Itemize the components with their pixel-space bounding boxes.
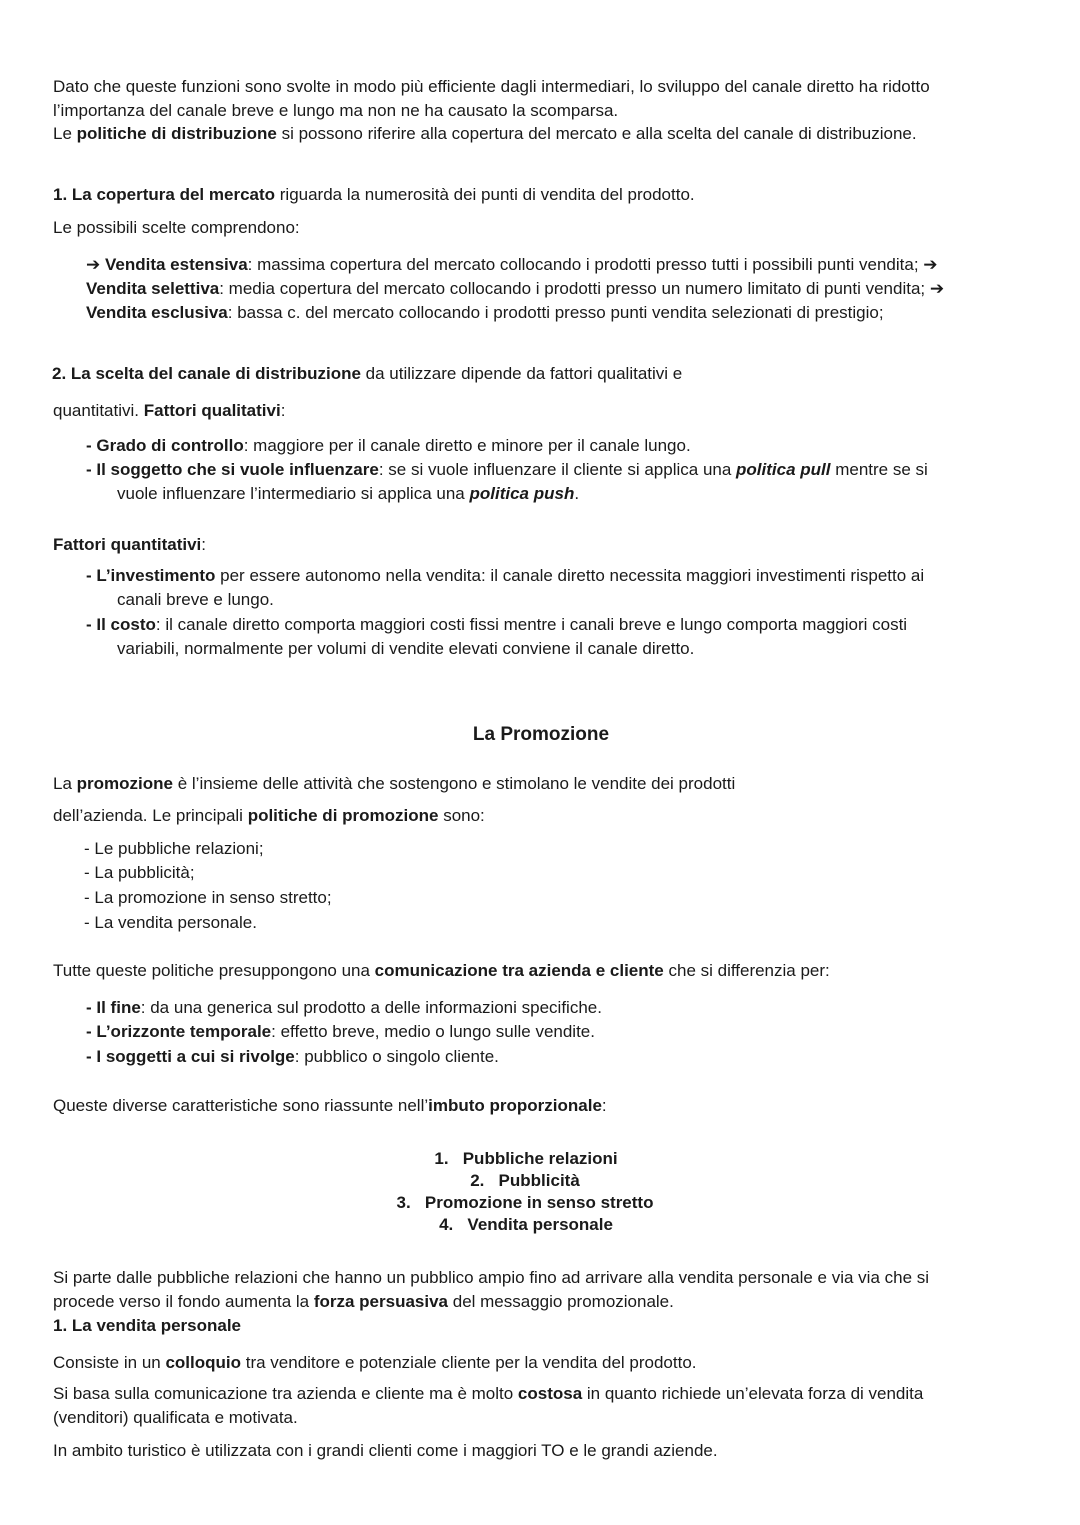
bold-text: - L’investimento [86, 566, 216, 585]
text: in quanto richiede un’elevata forza di vendita [582, 1384, 924, 1403]
text: - La promozione in senso stretto; [84, 888, 332, 907]
bold-text: forza persuasiva [313, 1292, 449, 1311]
bold-text: comunicazione tra azienda e cliente [374, 961, 664, 980]
bold-text: Vendita selettiva [86, 279, 220, 298]
funnel-item [470, 1171, 580, 1191]
bold-text: politiche di distribuzione [76, 124, 277, 143]
bold-text: 1. La copertura del mercato [53, 185, 276, 204]
text-line [53, 961, 830, 981]
text-line [86, 1047, 499, 1067]
text: : da una generica sul prodotto a delle informazioni specifiche. [140, 998, 602, 1017]
text-line [84, 839, 264, 859]
text-line [53, 1353, 697, 1373]
text-line [53, 1384, 923, 1404]
text-line [53, 1408, 298, 1428]
text: : se si vuole influenzare il cliente si applica una [378, 460, 737, 479]
bold-text: - L’orizzonte temporale [86, 1022, 272, 1041]
text: si possono riferire alla copertura del mercato e alla scelta del canale di distribuzione. [276, 124, 917, 143]
text: : maggiore per il canale diretto e minore per il canale lungo. [243, 436, 691, 455]
text-line [53, 77, 930, 97]
text-line [84, 913, 257, 933]
bold-text: - Il costo [86, 615, 156, 634]
text: : [280, 401, 286, 420]
text: riguarda la numerosità dei punti di vendita del prodotto. [275, 185, 695, 204]
bold-text: 1. La vendita personale [53, 1316, 242, 1335]
text: ➔ [86, 255, 105, 274]
bold-text: 3. Promozione in senso stretto [396, 1193, 654, 1212]
text: sono: [438, 806, 485, 825]
text: - Le pubbliche relazioni; [84, 839, 264, 858]
text-line [86, 255, 938, 275]
text: dell’azienda. Le principali [53, 806, 248, 825]
bold-text: - I soggetti a cui si rivolge [86, 1047, 295, 1066]
section-title [473, 725, 609, 745]
text: che si differenzia per: [663, 961, 830, 980]
text-line [86, 460, 928, 480]
bold-text: La Promozione [472, 724, 610, 745]
text-line [53, 1096, 607, 1116]
text: : massima copertura del mercato collocando i prodotti presso tutti i possibili punti vendita; ➔ [247, 255, 938, 274]
text: : effetto breve, medio o lungo sulle vendite. [271, 1022, 595, 1041]
text: . [574, 484, 580, 503]
text: Si parte dalle pubbliche relazioni che hanno un pubblico ampio fino ad arrivare alla vendita personale e via via che si [53, 1268, 930, 1287]
text-line [53, 774, 735, 794]
text-line [53, 401, 285, 421]
text: Dato che queste funzioni sono svolte in modo più efficiente dagli intermediari, lo sviluppo del canale diretto ha ridotto [53, 77, 930, 96]
text-line [86, 1022, 595, 1042]
text-line [86, 615, 907, 635]
bold-text: 2. Pubblicità [470, 1171, 580, 1190]
text-line [53, 1441, 718, 1461]
text-line [53, 101, 618, 121]
text: Consiste in un [53, 1353, 166, 1372]
text: è l’insieme delle attività che sostengono e stimolano le vendite dei prodotti [172, 774, 736, 793]
text: Si basa sulla comunicazione tra azienda e cliente ma è molto [53, 1384, 518, 1403]
text: Queste diverse caratteristiche sono riassunte nell’ [53, 1096, 429, 1115]
text-line [86, 303, 884, 323]
text-line [117, 639, 694, 659]
bold-text: - Grado di controllo [86, 436, 244, 455]
bold-text: - Il fine [86, 998, 141, 1017]
text-line [84, 888, 332, 908]
text: : pubblico o singolo cliente. [294, 1047, 499, 1066]
text-line [117, 484, 579, 504]
text: (venditori) qualificata e motivata. [53, 1408, 298, 1427]
text: - La pubblicità; [84, 863, 195, 882]
text-line [86, 436, 691, 456]
text-line [117, 590, 274, 610]
text: Tutte queste politiche presuppongono una [53, 961, 375, 980]
funnel-item [397, 1193, 654, 1213]
text: : media copertura del mercato collocando i prodotti presso un numero limitato di punti vendita; ➔ [219, 279, 945, 298]
text: canali breve e lungo. [117, 590, 274, 609]
bold-text: Vendita estensiva [104, 255, 248, 274]
bold-text: 4. Vendita personale [439, 1215, 613, 1234]
text-line [84, 863, 195, 883]
text-line [86, 998, 602, 1018]
text: La [53, 774, 77, 793]
text: mentre se si [830, 460, 928, 479]
text: : [201, 535, 207, 554]
bold-text: - Il soggetto che si vuole influenzare [86, 460, 379, 479]
text: da utilizzare dipende da fattori qualitativi e [360, 364, 683, 383]
text: procede verso il fondo aumenta la [53, 1292, 314, 1311]
bold-text: politiche di promozione [247, 806, 439, 825]
bold-text: Fattori quantitativi [53, 535, 202, 554]
text: In ambito turistico è utilizzata con i grandi clienti come i maggiori TO e le grandi aziende. [53, 1441, 718, 1460]
text: quantitativi. [53, 401, 144, 420]
bold-text: promozione [76, 774, 173, 793]
bold-text: 2. La scelta del canale di distribuzione [52, 364, 361, 383]
text-line [53, 1316, 241, 1336]
funnel-item [434, 1149, 617, 1169]
text-line [53, 806, 485, 826]
text: : il canale diretto comporta maggiori costi fissi mentre i canali breve e lungo comporta maggiori costi [155, 615, 908, 634]
text-line [53, 1292, 674, 1312]
text-line [53, 185, 695, 205]
text: l’importanza del canale breve e lungo ma non ne ha causato la scomparsa. [53, 101, 619, 120]
text: - La vendita personale. [84, 913, 257, 932]
text: variabili, normalmente per volumi di vendite elevati conviene il canale diretto. [117, 639, 695, 658]
bold-text: politica push [469, 484, 575, 503]
bold-text: colloquio [165, 1353, 241, 1372]
text-line [53, 535, 206, 555]
bold-text: 1. Pubbliche relazioni [434, 1149, 618, 1168]
text-line [53, 124, 917, 144]
bold-text: imbuto proporzionale [428, 1096, 602, 1115]
text-line [53, 1268, 929, 1288]
text: tra venditore e potenziale cliente per la vendita del prodotto. [241, 1353, 697, 1372]
text-line [86, 279, 944, 299]
text-line [53, 218, 300, 238]
text: : [601, 1096, 607, 1115]
text: del messaggio promozionale. [448, 1292, 674, 1311]
bold-text: costosa [517, 1384, 583, 1403]
text: Le possibili scelte comprendono: [53, 218, 300, 237]
bold-text: Fattori qualitativi [143, 401, 281, 420]
text-line [86, 566, 924, 586]
funnel-item [439, 1215, 613, 1235]
text-line [52, 364, 682, 384]
bold-text: politica pull [736, 460, 831, 479]
bold-text: Vendita esclusiva [86, 303, 228, 322]
text: per essere autonomo nella vendita: il canale diretto necessita maggiori investimenti rispetto ai [215, 566, 925, 585]
text: Le [53, 124, 77, 143]
text: vuole influenzare l’intermediario si applica una [117, 484, 470, 503]
text: : bassa c. del mercato collocando i prodotti presso punti vendita selezionati di prestigio; [227, 303, 884, 322]
